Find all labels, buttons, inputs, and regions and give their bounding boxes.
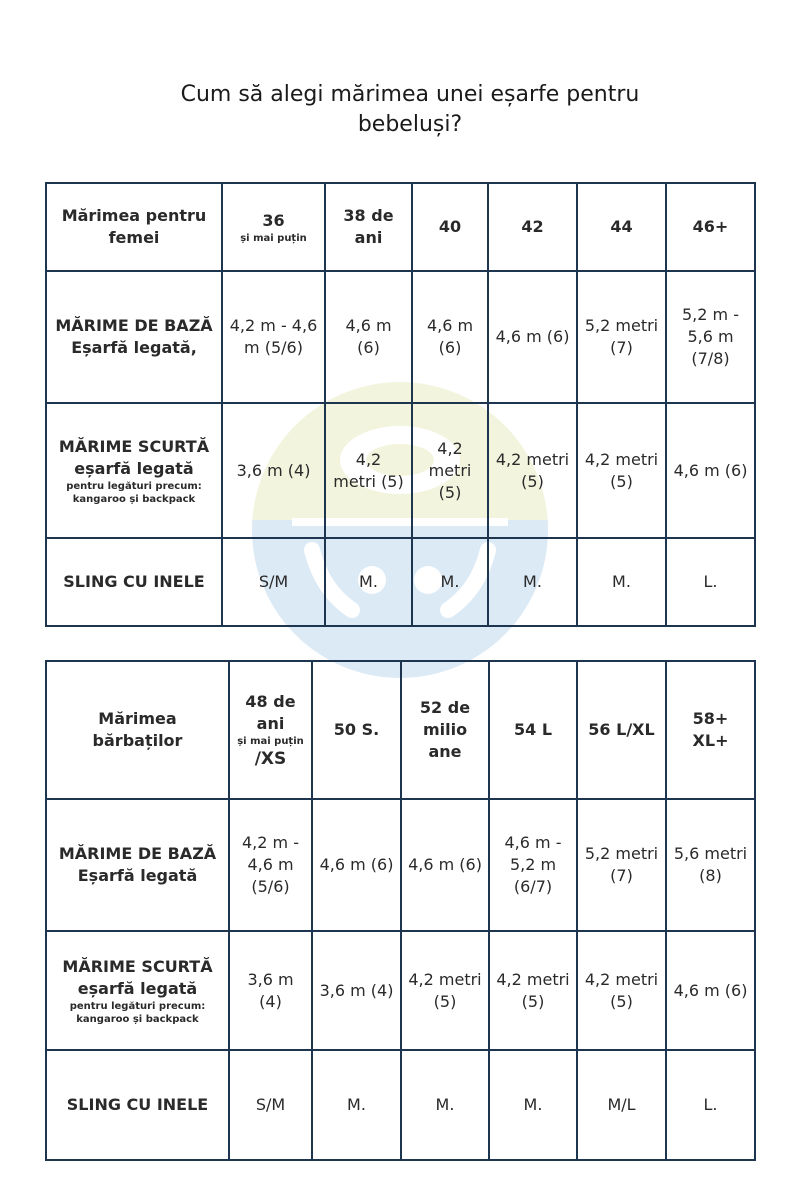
men-ring-sling-56 xyxy=(577,1050,666,1160)
cell-value: 4,2 metri (5) xyxy=(408,969,482,1011)
men-short-size-54 xyxy=(489,931,577,1050)
men-basic-size-50 xyxy=(312,799,401,931)
women-short-size-36 xyxy=(222,403,325,538)
men-short-size-56 xyxy=(577,931,666,1050)
men-size-58-plus xyxy=(666,661,755,799)
men-ring-sling-label-cell xyxy=(46,1050,229,1160)
women-short-size-38 xyxy=(325,403,412,538)
men-size-50 xyxy=(312,661,401,799)
men-size-48-suffix: /XS xyxy=(254,748,287,769)
men-size-52 xyxy=(401,661,489,799)
men-size-54 xyxy=(489,661,577,799)
cell-value: S/M xyxy=(255,1095,286,1114)
cell-value: 4,2 metri (5) xyxy=(495,449,570,491)
cell-value: 3,6 m (4) xyxy=(247,969,294,1011)
cell-value: L. xyxy=(703,1095,718,1114)
women-size-46-plus-label: 46+ xyxy=(692,217,729,236)
cell-value: 5,2 metri (7) xyxy=(584,316,659,357)
women-size-36-label: 36 xyxy=(262,210,285,230)
cell-value: 3,6 m (4) xyxy=(319,980,394,1000)
page-title-line-1: Cum să alegi mărimea unei eșarfe pentru xyxy=(180,82,640,107)
cell-value: M. xyxy=(435,1095,455,1114)
cell-value: M. xyxy=(612,572,631,591)
cell-value: 5,6 metri (8) xyxy=(673,844,748,885)
men-short-size-48 xyxy=(229,931,312,1050)
men-short-size-50 xyxy=(312,931,401,1050)
women-basic-size-label: MĂRIME DE BAZĂ Eșarfă legată, xyxy=(55,316,213,357)
cell-value: 4,2 metri (5) xyxy=(333,449,404,491)
men-basic-size-row xyxy=(46,799,755,931)
men-ring-sling-58-plus xyxy=(666,1050,755,1160)
men-basic-size-52 xyxy=(401,799,489,931)
women-short-size-note: pentru legături precum: kangaroo și backpack xyxy=(66,480,202,505)
women-ring-sling-36 xyxy=(222,538,325,626)
women-short-size-42 xyxy=(488,403,577,538)
men-ring-sling-48 xyxy=(229,1050,312,1160)
men-size-table xyxy=(45,660,756,1161)
men-size-54-label: 54 L xyxy=(513,720,553,739)
cell-value: 4,6 m (6) xyxy=(673,980,748,1000)
cell-value: 4,2 metri (5) xyxy=(496,969,570,1011)
cell-value: 4,6 m (6) xyxy=(495,327,570,346)
cell-value: 4,2 m - 4,6 m (5/6) xyxy=(242,833,299,896)
page-title xyxy=(0,80,800,140)
cell-value: 4,6 m (6) xyxy=(673,460,748,480)
cell-value: M. xyxy=(440,572,460,591)
cell-value: 4,6 m - 5,2 m (6/7) xyxy=(504,833,562,896)
cell-value: 4,2 metri (5) xyxy=(428,438,472,502)
women-size-36 xyxy=(222,183,325,271)
women-short-size-row xyxy=(46,403,755,538)
women-ring-sling-38 xyxy=(325,538,412,626)
men-size-48-label: 48 de ani xyxy=(245,691,296,733)
cell-value: S/M xyxy=(258,572,289,591)
women-short-size-label: MĂRIME SCURTĂ eșarfă legată xyxy=(58,436,210,478)
cell-value: M. xyxy=(523,1095,543,1114)
men-size-58-plus-label: 58+ XL+ xyxy=(692,709,729,750)
women-basic-size-38 xyxy=(325,271,412,403)
women-size-42 xyxy=(488,183,577,271)
men-size-56-label: 56 L/XL xyxy=(588,720,655,739)
women-short-size-40 xyxy=(412,403,488,538)
page-title-line-2: bebeluși? xyxy=(357,112,463,137)
women-size-38 xyxy=(325,183,412,271)
men-basic-size-label: MĂRIME DE BAZĂ Eșarfă legată xyxy=(58,844,217,885)
men-basic-size-56 xyxy=(577,799,666,931)
men-ring-sling-52 xyxy=(401,1050,489,1160)
cell-value: 4,6 m (6) xyxy=(426,316,474,357)
cell-value: M. xyxy=(359,572,378,591)
women-size-header-label: Mărimea pentru femei xyxy=(61,206,207,247)
men-size-56 xyxy=(577,661,666,799)
women-size-40 xyxy=(412,183,488,271)
men-basic-size-58-plus xyxy=(666,799,755,931)
women-ring-sling-label-cell xyxy=(46,538,222,626)
men-basic-size-48 xyxy=(229,799,312,931)
men-short-size-label: MĂRIME SCURTĂ eșarfă legată xyxy=(62,956,213,998)
women-size-table xyxy=(45,182,756,627)
women-basic-size-label-cell xyxy=(46,271,222,403)
cell-value: M/L xyxy=(607,1095,636,1114)
women-size-36-note: și mai puțin xyxy=(240,232,307,244)
women-short-size-46-plus xyxy=(666,403,755,538)
cell-value: 4,2 m - 4,6 m (5/6) xyxy=(229,316,318,357)
women-basic-size-36 xyxy=(222,271,325,403)
cell-value: 4,6 m (6) xyxy=(408,855,482,874)
men-header-row xyxy=(46,661,755,799)
women-header-row xyxy=(46,183,755,271)
women-size-44-label: 44 xyxy=(610,217,633,236)
men-short-size-58-plus xyxy=(666,931,755,1050)
women-size-header xyxy=(46,183,222,271)
cell-value: 4,6 m (6) xyxy=(345,316,392,357)
men-ring-sling-label: SLING CU INELE xyxy=(66,1095,209,1114)
women-basic-size-46-plus xyxy=(666,271,755,403)
men-basic-size-label-cell xyxy=(46,799,229,931)
men-size-52-label: 52 de milio ane xyxy=(419,698,471,761)
men-size-50-label: 50 S. xyxy=(333,720,380,739)
cell-value: 5,2 metri (7) xyxy=(584,844,659,885)
women-size-38-label: 38 de ani xyxy=(343,206,394,247)
men-size-header xyxy=(46,661,229,799)
cell-value: 3,6 m (4) xyxy=(236,460,311,480)
men-short-size-row xyxy=(46,931,755,1050)
men-ring-sling-row xyxy=(46,1050,755,1160)
men-size-header-label: Mărimea bărbaților xyxy=(92,709,183,750)
women-size-46-plus xyxy=(666,183,755,271)
men-short-size-52 xyxy=(401,931,489,1050)
women-basic-size-44 xyxy=(577,271,666,403)
men-size-48-note: și mai puțin xyxy=(237,735,304,747)
women-size-40-label: 40 xyxy=(438,217,462,236)
cell-value: 4,2 metri (5) xyxy=(584,969,659,1011)
women-basic-size-row xyxy=(46,271,755,403)
women-basic-size-40 xyxy=(412,271,488,403)
women-ring-sling-40 xyxy=(412,538,488,626)
women-short-size-label-cell xyxy=(46,403,222,538)
women-basic-size-42 xyxy=(488,271,577,403)
cell-value: 5,2 m - 5,6 m (7/8) xyxy=(682,305,739,368)
women-size-42-label: 42 xyxy=(521,217,544,236)
women-ring-sling-row xyxy=(46,538,755,626)
cell-value: 4,6 m (6) xyxy=(319,855,394,874)
women-size-44 xyxy=(577,183,666,271)
men-basic-size-54 xyxy=(489,799,577,931)
women-ring-sling-46-plus xyxy=(666,538,755,626)
women-short-size-44 xyxy=(577,403,666,538)
cell-value: M. xyxy=(347,1095,366,1114)
men-short-size-note: pentru legături precum: kangaroo și backpack xyxy=(69,1000,206,1025)
cell-value: 4,2 metri (5) xyxy=(584,449,659,491)
women-ring-sling-44 xyxy=(577,538,666,626)
cell-value: M. xyxy=(523,572,542,591)
cell-value: L. xyxy=(703,572,718,591)
women-ring-sling-42 xyxy=(488,538,577,626)
women-ring-sling-label: SLING CU INELE xyxy=(63,572,205,591)
men-short-size-label-cell xyxy=(46,931,229,1050)
men-ring-sling-50 xyxy=(312,1050,401,1160)
men-ring-sling-54 xyxy=(489,1050,577,1160)
men-size-48 xyxy=(229,661,312,799)
